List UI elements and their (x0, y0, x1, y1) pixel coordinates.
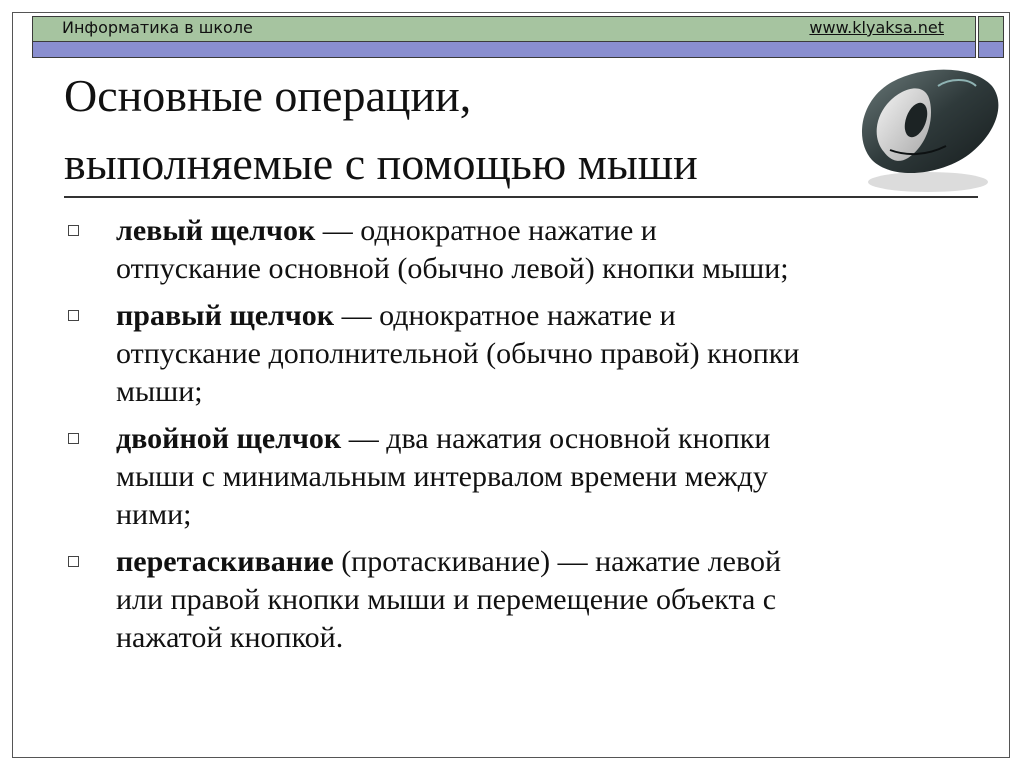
header-site-link[interactable]: www.klyaksa.net (809, 18, 944, 37)
bullet-text-cont: или правой кнопки мыши и перемещение объекта с (116, 583, 777, 616)
header-stripe (32, 42, 976, 58)
bullet-term: перетаскивание (116, 545, 334, 578)
bullet-text-cont: мыши; (116, 375, 203, 408)
bullet-text-cont: отпускание дополнительной (обычно правой) кнопки (116, 337, 800, 370)
computer-mouse-icon (846, 60, 1006, 195)
list-item (64, 212, 964, 288)
title-divider (64, 196, 978, 198)
square-bullet-icon (68, 225, 79, 236)
bullet-text-cont: отпускание основной (обычно левой) кнопки мыши; (116, 252, 789, 285)
bullet-text-cont: мыши с минимальным интервалом времени между (116, 460, 768, 493)
bullet-text: (протаскивание) — нажатие левой (333, 545, 781, 578)
operations-list (64, 212, 964, 666)
header-corner-green (978, 16, 1004, 42)
list-item (64, 543, 964, 657)
bullet-text-cont: ними; (116, 498, 192, 531)
slide-title-line-1: Основные операции, (64, 70, 472, 121)
header-course-title: Информатика в школе (62, 18, 253, 37)
bullet-text: — однократное нажатие и (334, 299, 676, 332)
bullet-text-cont: нажатой кнопкой. (116, 621, 344, 654)
bullet-term: правый щелчок (116, 299, 335, 332)
slide-title-line-2: выполняемые с помощью мыши (64, 138, 698, 189)
bullet-term: двойной щелчок (116, 422, 342, 455)
square-bullet-icon (68, 556, 79, 567)
header-corner-blue (978, 42, 1004, 58)
list-item (64, 420, 964, 534)
square-bullet-icon (68, 433, 79, 444)
bullet-text: — два нажатия основной кнопки (341, 422, 771, 455)
bullet-text: — однократное нажатие и (315, 214, 657, 247)
slide-title (64, 62, 698, 198)
list-item (64, 297, 964, 411)
square-bullet-icon (68, 310, 79, 321)
bullet-term: левый щелчок (116, 214, 316, 247)
